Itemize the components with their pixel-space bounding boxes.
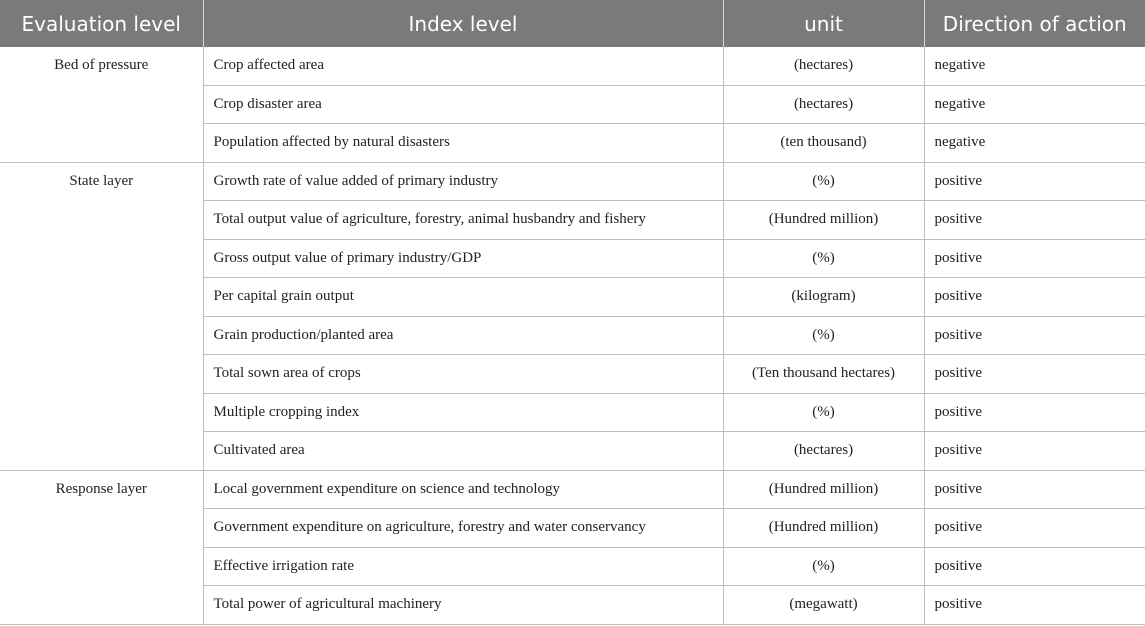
header-row xyxy=(0,0,1145,47)
table-row xyxy=(0,47,1145,85)
direction-cell: positive xyxy=(924,239,1145,278)
index-cell: Local government expenditure on science and technology xyxy=(203,470,723,509)
index-cell: Grain production/planted area xyxy=(203,316,723,355)
unit-cell: (Hundred million) xyxy=(723,470,924,509)
direction-cell: positive xyxy=(924,586,1145,625)
direction-cell: negative xyxy=(924,124,1145,163)
evaluation-level-cell: State layer xyxy=(0,162,203,470)
index-cell: Growth rate of value added of primary industry xyxy=(203,162,723,201)
table-row xyxy=(0,470,1145,509)
index-cell: Effective irrigation rate xyxy=(203,547,723,586)
direction-cell: positive xyxy=(924,316,1145,355)
table-header xyxy=(0,0,1145,47)
index-cell: Total sown area of crops xyxy=(203,355,723,394)
unit-cell: (%) xyxy=(723,162,924,201)
unit-cell: (Ten thousand hectares) xyxy=(723,355,924,394)
table-row xyxy=(0,162,1145,201)
unit-cell: (%) xyxy=(723,239,924,278)
evaluation-level-cell: Response layer xyxy=(0,470,203,624)
header-direction-of-action: Direction of action xyxy=(924,0,1145,47)
direction-cell: positive xyxy=(924,162,1145,201)
header-index-level: Index level xyxy=(203,0,723,47)
unit-cell: (Hundred million) xyxy=(723,509,924,548)
direction-cell: negative xyxy=(924,47,1145,85)
direction-cell: negative xyxy=(924,85,1145,124)
index-cell: Total power of agricultural machinery xyxy=(203,586,723,625)
direction-cell: positive xyxy=(924,509,1145,548)
index-cell: Crop disaster area xyxy=(203,85,723,124)
direction-cell: positive xyxy=(924,470,1145,509)
index-cell: Gross output value of primary industry/GDP xyxy=(203,239,723,278)
unit-cell: (hectares) xyxy=(723,47,924,85)
index-cell: Multiple cropping index xyxy=(203,393,723,432)
index-cell: Per capital grain output xyxy=(203,278,723,317)
index-cell: Government expenditure on agriculture, forestry and water conservancy xyxy=(203,509,723,548)
evaluation-level-cell: Bed of pressure xyxy=(0,47,203,162)
index-cell: Cultivated area xyxy=(203,432,723,471)
direction-cell: positive xyxy=(924,547,1145,586)
table-body xyxy=(0,47,1145,624)
unit-cell: (hectares) xyxy=(723,432,924,471)
unit-cell: (hectares) xyxy=(723,85,924,124)
unit-cell: (kilogram) xyxy=(723,278,924,317)
direction-cell: positive xyxy=(924,432,1145,471)
index-cell: Crop affected area xyxy=(203,47,723,85)
direction-cell: positive xyxy=(924,355,1145,394)
unit-cell: (megawatt) xyxy=(723,586,924,625)
direction-cell: positive xyxy=(924,393,1145,432)
header-evaluation-level: Evaluation level xyxy=(0,0,203,47)
header-unit: unit xyxy=(723,0,924,47)
unit-cell: (Hundred million) xyxy=(723,201,924,240)
unit-cell: (%) xyxy=(723,316,924,355)
unit-cell: (%) xyxy=(723,393,924,432)
direction-cell: positive xyxy=(924,278,1145,317)
index-cell: Population affected by natural disasters xyxy=(203,124,723,163)
unit-cell: (%) xyxy=(723,547,924,586)
direction-cell: positive xyxy=(924,201,1145,240)
unit-cell: (ten thousand) xyxy=(723,124,924,163)
index-cell: Total output value of agriculture, forestry, animal husbandry and fishery xyxy=(203,201,723,240)
